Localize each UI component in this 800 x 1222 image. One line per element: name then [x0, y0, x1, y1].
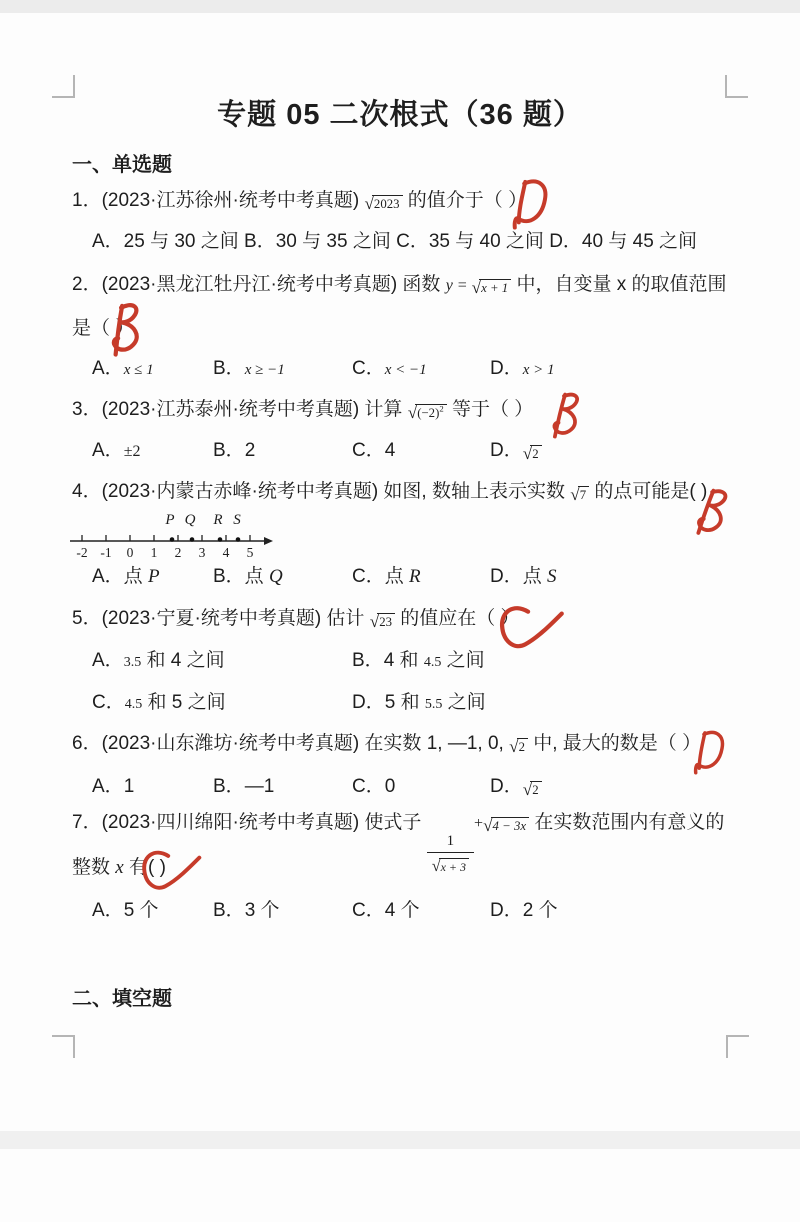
sqrt-expression: √ x + 3: [432, 858, 469, 874]
point-label: Q: [184, 512, 196, 528]
sqrt-expression: √ 2: [509, 738, 528, 755]
point-label: S: [233, 512, 241, 528]
question-6-option-b: B．—1: [213, 776, 275, 797]
question-3-option-c: C．4: [352, 440, 396, 461]
question-5-text: 5．(2023·宁夏·统考中考真题) 估计 √ 23 的值应在（ ）: [72, 608, 520, 631]
answer-mark-d-icon: [506, 175, 554, 236]
page-title: 专题 05 二次根式（36 题）: [217, 99, 583, 131]
point-q-dot: [190, 537, 195, 542]
point-label: R: [213, 512, 223, 528]
sqrt-expression: √ 7: [570, 486, 589, 503]
question-7-text: 7．(2023·四川绵阳·统考中考真题) 使式子 1 √ x + 3 + √ 4 − 3x 在实数范围内有意义的: [72, 812, 725, 875]
sqrt-expression: √ 2: [523, 445, 542, 462]
sqrt-expression: √ x + 1: [472, 279, 512, 296]
question-2-option-b: B．x ≥ −1: [213, 358, 285, 379]
question-7-option-b: B．3 个: [213, 900, 280, 921]
question-3-option-b: B．2: [213, 440, 256, 461]
question-4-option-c: C．点 R: [352, 566, 421, 587]
tick-label: 2: [174, 545, 182, 560]
tick-label: 5: [246, 545, 254, 560]
axis-arrow-icon: [264, 537, 273, 545]
sqrt-expression: √ 2023: [364, 195, 402, 212]
radical-icon: √: [407, 403, 418, 422]
sqrt-expression: √ 23: [370, 613, 395, 630]
section-heading-fill-blank: 二、填空题: [72, 988, 172, 1010]
question-1-options: A．25 与 30 之间 B．30 与 35 之间 C．35 与 40 之间 D．40 与 45 之间: [92, 231, 698, 252]
question-3-text: 3．(2023·江苏泰州·统考中考真题) 计算 √ $(-2)^2$ 等于（ ）: [72, 399, 534, 422]
photo-edge-top: [0, 0, 800, 13]
question-2-option-c: C．x < −1: [352, 358, 427, 379]
question-7-option-a: A．5 个: [92, 900, 159, 921]
answer-mark-b-icon: [103, 298, 151, 364]
point-s-dot: [236, 537, 241, 542]
question-6-text: 6．(2023·山东潍坊·统考中考真题) 在实数 1, —1, 0, √ 2 中, 最大的数是（ ）: [72, 733, 702, 756]
question-4-option-b: B．点 Q: [213, 566, 283, 587]
question-2-option-a: A．x ≤ 1: [92, 358, 154, 379]
radical-icon: √: [483, 816, 493, 835]
radical-icon: √: [509, 737, 519, 756]
question-3-option-d: D． √ 2: [490, 438, 542, 464]
point-label: P: [165, 512, 175, 528]
page-break-band: [0, 1131, 800, 1149]
tick-label: -1: [100, 545, 112, 560]
radical-icon: √: [570, 485, 580, 504]
radical-icon: √: [471, 278, 482, 297]
crop-mark-bottom-right-icon: [726, 1035, 749, 1058]
sqrt-expression: √ $(-2)^2$: [408, 404, 447, 421]
question-2-option-d: D．x > 1: [490, 358, 555, 379]
question-7-text-line2: 整数 x 有( ): [72, 857, 166, 878]
question-5-option-c: C．4.5 和 5 之间: [92, 692, 226, 713]
sqrt-expression: √ 4 − 3x: [483, 817, 529, 834]
radical-icon: √: [364, 194, 374, 213]
question-6-option-c: C．0: [352, 776, 396, 797]
crop-mark-bottom-left-icon: [52, 1035, 75, 1058]
question-3-option-a: A．±2: [92, 440, 141, 461]
point-p-dot: [170, 537, 175, 542]
question-4-text: 4．(2023·内蒙古赤峰·统考中考真题) 如图, 数轴上表示实数 √ 7 的点可能是( ): [72, 481, 708, 504]
answer-mark-b-icon: [542, 387, 591, 446]
radical-icon: √: [522, 444, 533, 463]
sqrt-expression: √ 2: [523, 781, 542, 798]
question-6-option-a: A．1: [92, 776, 135, 797]
radical-icon: √: [369, 612, 380, 631]
answer-mark-c-icon: [138, 846, 202, 896]
tick-label: 4: [222, 545, 230, 560]
fraction-expression: 1 √ x + 3: [427, 833, 474, 874]
question-4-option-a: A．点 P: [92, 566, 160, 587]
question-2-text: 2．(2023·黑龙江牡丹江·统考中考真题) 函数 y = √ x + 1 中，自变量 x 的取值范围: [72, 274, 727, 297]
section-heading-single-choice: 一、单选题: [72, 154, 172, 176]
question-1-text: 1．(2023·江苏徐州·统考中考真题) √ 2023 的值介于（ ）: [72, 190, 528, 213]
tick-label: -2: [76, 545, 88, 560]
question-5-option-a: A．3.5 和 4 之间: [92, 650, 225, 671]
question-4-option-d: D．点 S: [490, 566, 557, 587]
radical-icon: √: [431, 856, 441, 875]
tick-label: 3: [198, 545, 206, 560]
question-5-option-b: B．4 和 4.5 之间: [352, 650, 485, 671]
question-7-option-d: D．2 个: [490, 900, 558, 921]
number-line-figure: [68, 510, 280, 562]
point-r-dot: [218, 537, 223, 542]
radical-icon: √: [522, 780, 533, 799]
answer-mark-c-icon: [494, 603, 566, 653]
question-6-option-d: D． √ 2: [490, 774, 542, 800]
question-7-option-c: C．4 个: [352, 900, 420, 921]
tick-label: 1: [150, 545, 158, 560]
question-5-option-d: D．5 和 5.5 之间: [352, 692, 486, 713]
answer-mark-d-icon: [688, 726, 730, 781]
question-2-text-line2: 是（ ）: [72, 318, 135, 339]
tick-label: 0: [126, 545, 134, 560]
